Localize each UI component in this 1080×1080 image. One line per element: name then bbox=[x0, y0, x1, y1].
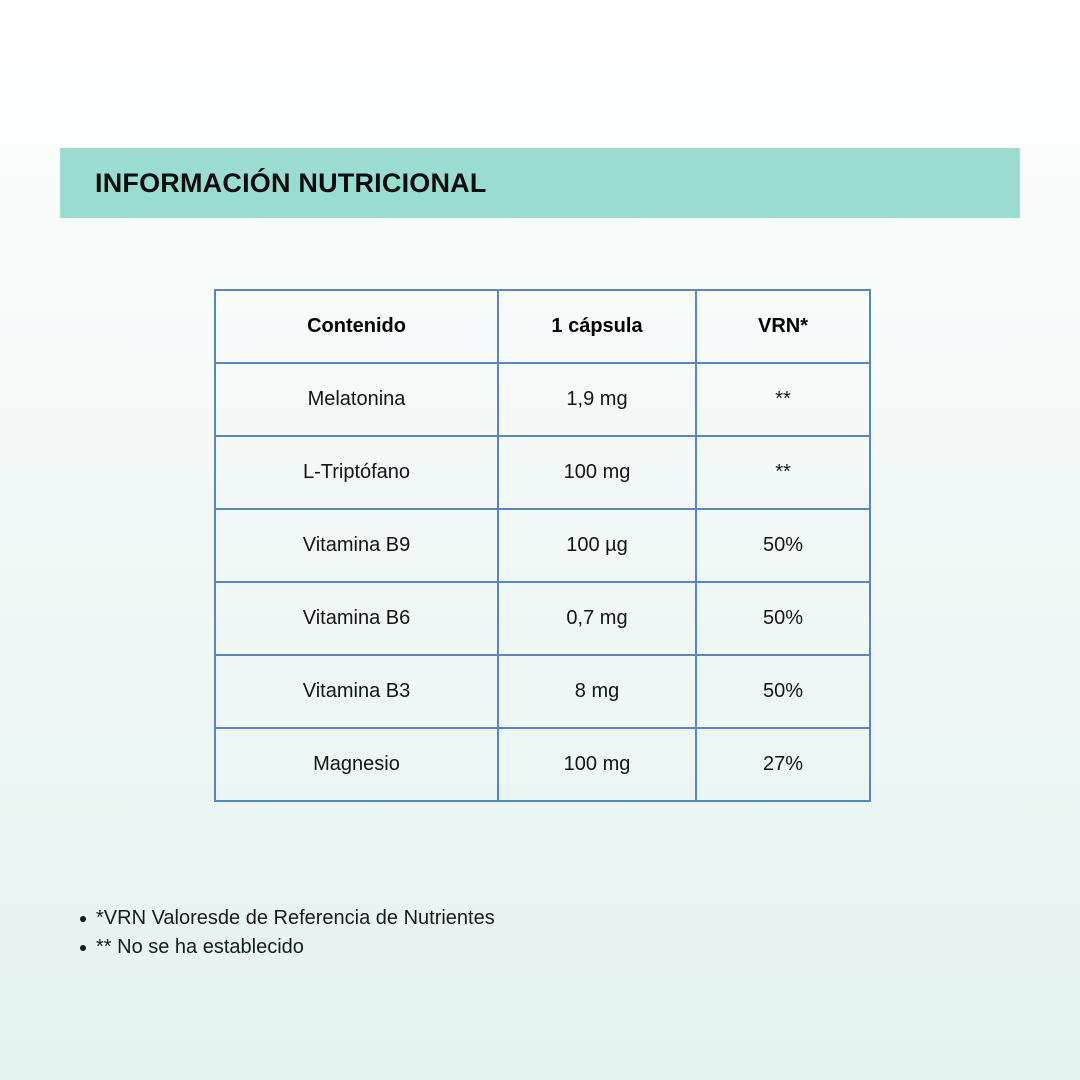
nutrient-name: Melatonina bbox=[215, 363, 498, 436]
footnote-text: ** No se ha establecido bbox=[96, 936, 304, 958]
nutrient-vrn: 50% bbox=[696, 509, 870, 582]
nutrient-amount: 100 mg bbox=[498, 436, 696, 509]
footnote-vrn bbox=[78, 904, 495, 933]
table-row bbox=[215, 509, 870, 582]
nutrition-table-container bbox=[214, 289, 869, 791]
nutrient-amount: 0,7 mg bbox=[498, 582, 696, 655]
table-row bbox=[215, 436, 870, 509]
nutrient-amount: 8 mg bbox=[498, 655, 696, 728]
nutrient-name: Vitamina B9 bbox=[215, 509, 498, 582]
table-row bbox=[215, 728, 870, 801]
title-banner bbox=[60, 148, 1020, 218]
column-header-capsula: 1 cápsula bbox=[498, 290, 696, 363]
nutrient-name: Magnesio bbox=[215, 728, 498, 801]
page-title: INFORMACIÓN NUTRICIONAL bbox=[95, 167, 487, 198]
nutrient-vrn: ** bbox=[696, 436, 870, 509]
footnotes-list bbox=[78, 904, 495, 962]
column-header-contenido: Contenido bbox=[215, 290, 498, 363]
table-row bbox=[215, 363, 870, 436]
footnote-text: *VRN Valoresde de Referencia de Nutrientes bbox=[96, 907, 495, 929]
nutrient-amount: 100 mg bbox=[498, 728, 696, 801]
footnote-not-established bbox=[78, 933, 495, 962]
nutrient-name: L-Triptófano bbox=[215, 436, 498, 509]
bullet-icon bbox=[80, 916, 86, 922]
table-row bbox=[215, 655, 870, 728]
bullet-icon bbox=[80, 945, 86, 951]
nutrient-vrn: 50% bbox=[696, 582, 870, 655]
nutrient-vrn: ** bbox=[696, 363, 870, 436]
nutrient-vrn: 27% bbox=[696, 728, 870, 801]
nutrient-vrn: 50% bbox=[696, 655, 870, 728]
table-row bbox=[215, 582, 870, 655]
nutrient-name: Vitamina B3 bbox=[215, 655, 498, 728]
nutrient-name: Vitamina B6 bbox=[215, 582, 498, 655]
nutrition-table bbox=[214, 289, 871, 802]
nutrient-amount: 1,9 mg bbox=[498, 363, 696, 436]
column-header-vrn: VRN* bbox=[696, 290, 870, 363]
table-header-row bbox=[215, 290, 870, 363]
nutrient-amount: 100 µg bbox=[498, 509, 696, 582]
